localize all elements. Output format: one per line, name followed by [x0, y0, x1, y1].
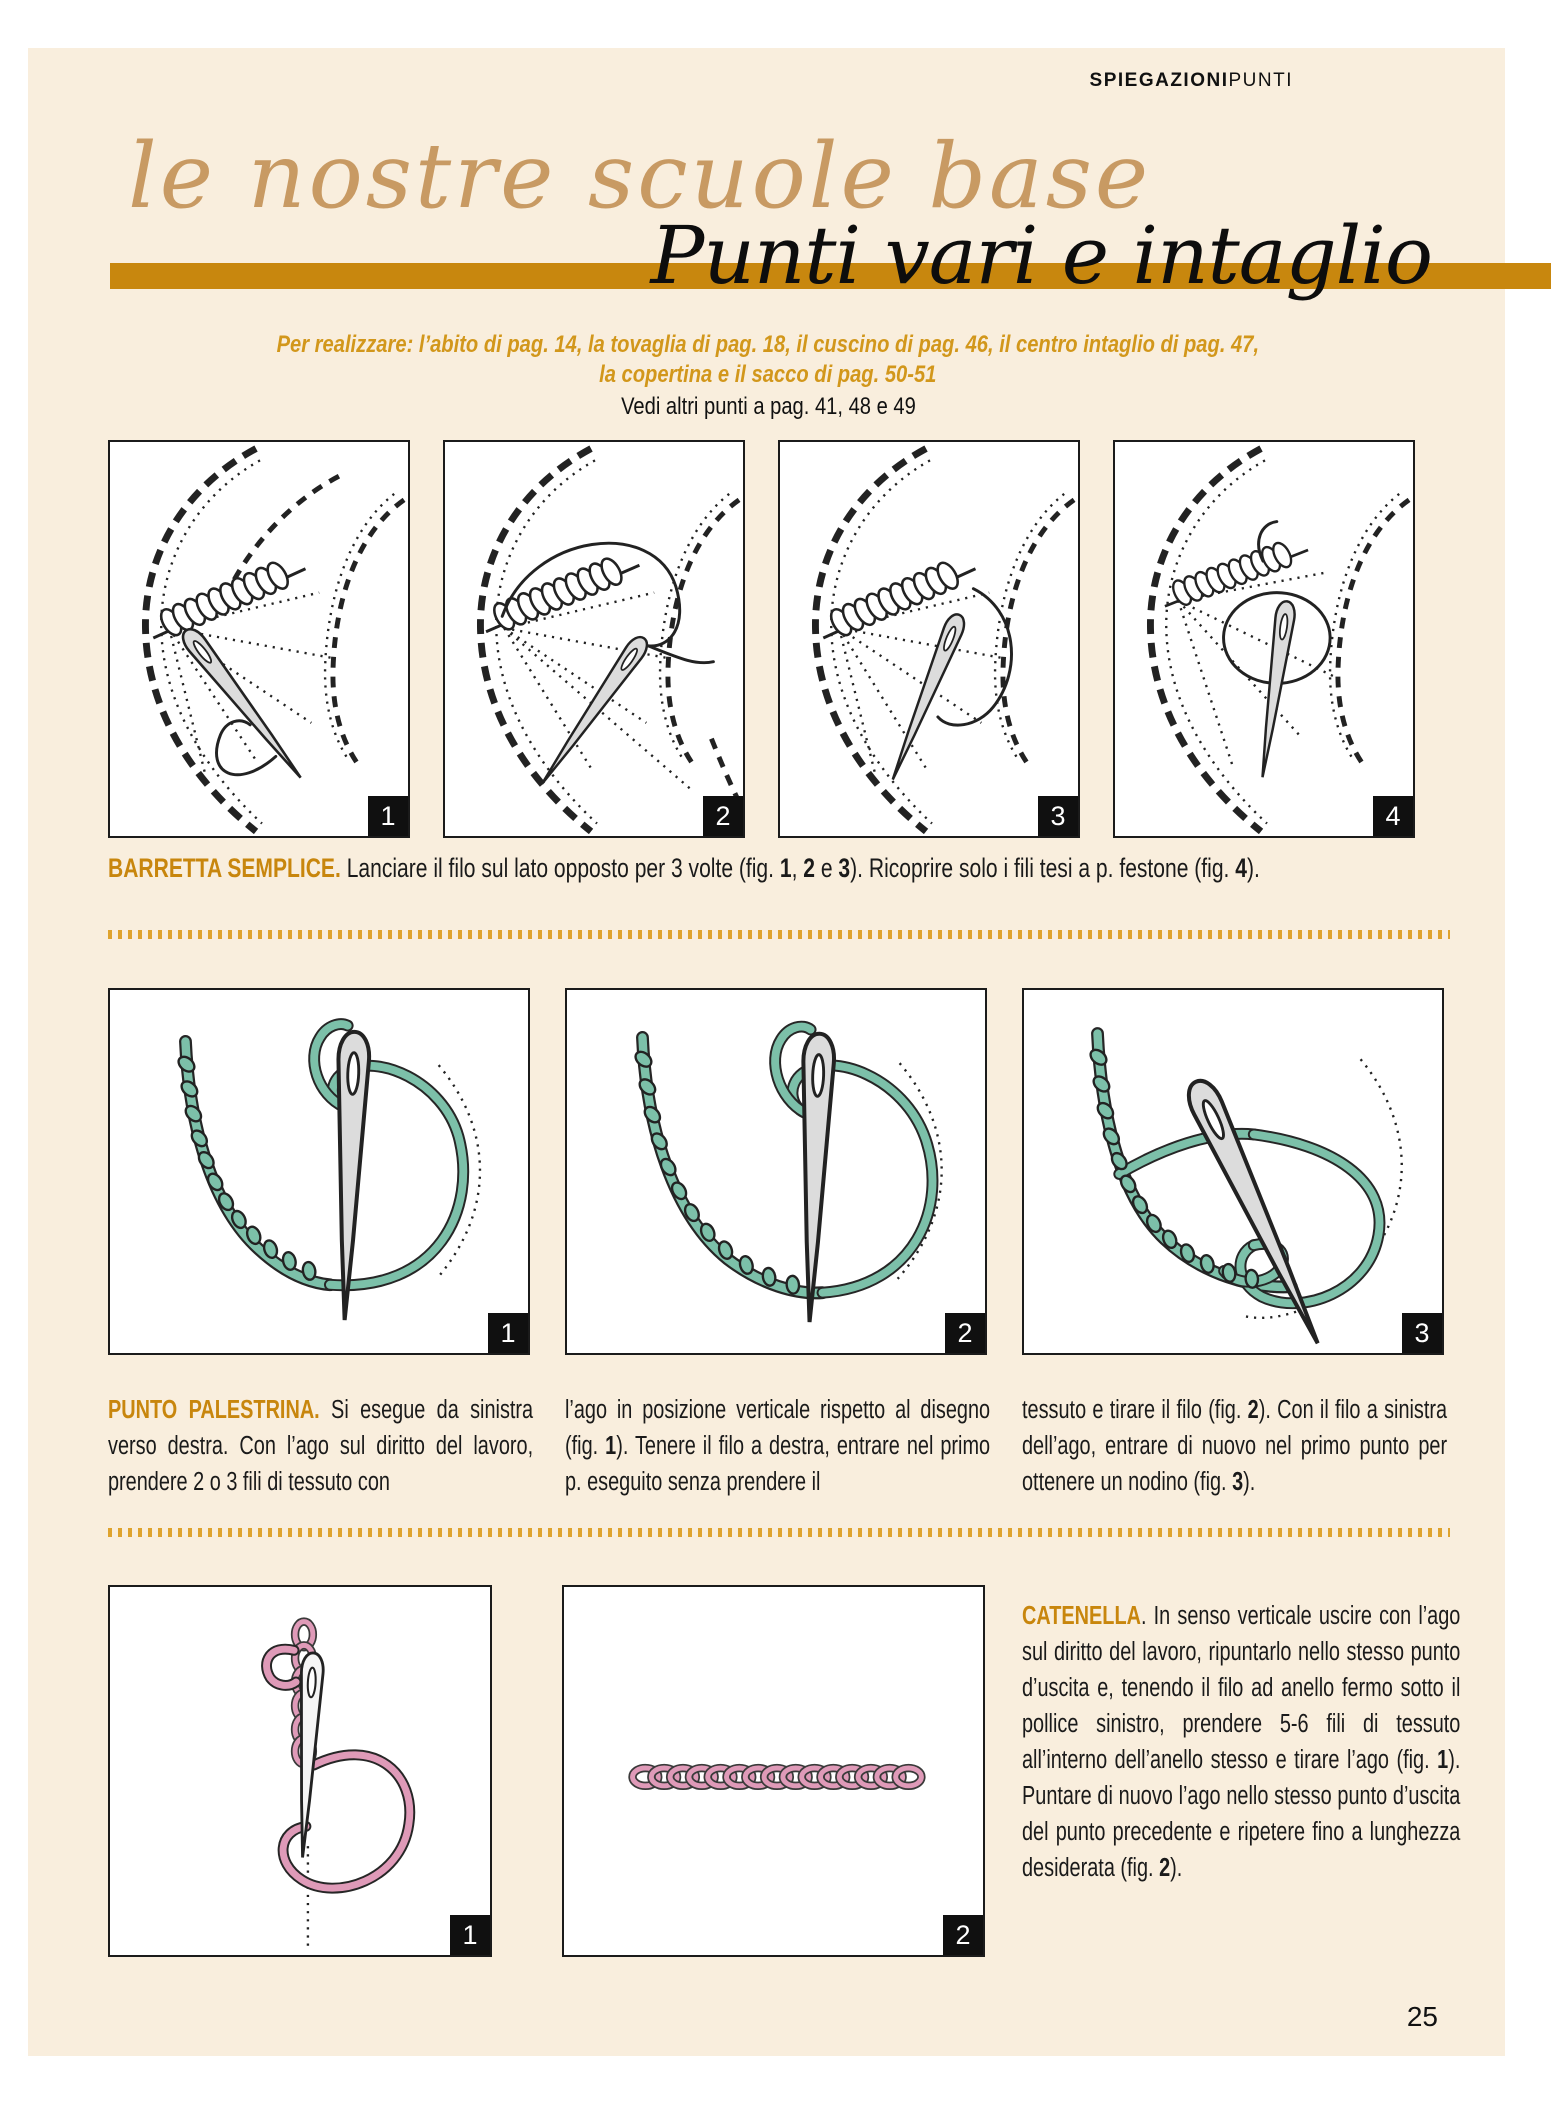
figure-number-badge: 2: [703, 796, 743, 836]
dotted-divider: [108, 930, 1450, 939]
intro-line-2: la copertina e il sacco di pag. 50-51: [599, 361, 937, 388]
figure-number-badge: 4: [1373, 796, 1413, 836]
figure-number-badge: 1: [450, 1915, 490, 1955]
figure-palestrina-3: [1022, 988, 1444, 1355]
intro-block: [68, 330, 1468, 422]
figure-number-badge: 2: [945, 1313, 985, 1353]
kicker-bold: SPIEGAZIONI: [1089, 70, 1229, 91]
catenella-text: [1022, 1598, 1460, 1886]
barretta-caption-text: Lanciare il filo sul lato opposto per 3 volte (fig. 1, 2 e 3). Ricoprire solo i fili tesi a p. festone (fig. 4).: [346, 853, 1260, 883]
palestrina-text-col1: [108, 1392, 533, 1500]
page-number: 25: [1406, 2001, 1438, 2032]
figure-catenella-2: [562, 1585, 985, 1957]
figure-number-badge: 1: [488, 1313, 528, 1353]
palestrina-col3-text: tessuto e tirare il filo (fig. 2). Con il filo a sinistra dell’ago, entrare di nuovo nel primo punto per ottenere un nodino (fig. 3).: [1022, 1396, 1448, 1496]
figure-number-badge: 3: [1038, 796, 1078, 836]
barretta-heading: BARRETTA SEMPLICE.: [108, 853, 341, 883]
intro-line-1: Per realizzare: l’abito di pag. 14, la tovaglia di pag. 18, il cuscino di pag. 46, il centro intaglio di pag. 47,: [276, 331, 1260, 358]
figure-number-badge: 3: [1402, 1313, 1442, 1353]
dotted-divider: [108, 1528, 1450, 1537]
palestrina-step3-illustration: [1024, 990, 1442, 1353]
kicker-light: PUNTI: [1228, 70, 1293, 91]
palestrina-col1-text: Si esegue da sinistra verso destra. Con l’ago sul diritto del lavoro, prendere 2 o 3 fili di tessuto con: [108, 1396, 534, 1496]
barretta-step3-illustration: [780, 442, 1078, 836]
page-background: [28, 48, 1505, 2056]
palestrina-heading: PUNTO PALESTRINA.: [108, 1396, 320, 1424]
section-kicker: [1090, 70, 1293, 92]
page-title: Punti vari e intaglio: [650, 209, 1432, 302]
palestrina-text-col3: [1022, 1392, 1447, 1500]
intro-note: Vedi altri punti a pag. 41, 48 e 49: [620, 393, 916, 420]
figure-barretta-1: [108, 440, 410, 838]
palestrina-text-col2: [565, 1392, 990, 1500]
palestrina-step1-illustration: [110, 990, 528, 1353]
figure-barretta-2: [443, 440, 745, 838]
catenella-step1-illustration: [110, 1587, 490, 1955]
figure-number-badge: 2: [943, 1915, 983, 1955]
catenella-body-text: . In senso verticale uscire con l’ago sul diritto del lavoro, ripuntarlo nello stesso punto d’uscita e, tenendo il filo ad anello fermo sotto il pollice sinistro, prendere 5-6 fili di tessuto all’interno dell’anello stesso e tirare l’ago (fig. 1). Puntare di nuovo l’ago nello stesso punto d’uscita del punto precedente e ripetere fino a lunghezza desiderata (fig. 2).: [1022, 1602, 1461, 1882]
script-title: le nostre scuole base: [128, 124, 1152, 229]
figure-palestrina-1: [108, 988, 530, 1355]
barretta-caption: [108, 851, 1481, 885]
figure-barretta-4: [1113, 440, 1415, 838]
palestrina-step2-illustration: [567, 990, 985, 1353]
figure-palestrina-2: [565, 988, 987, 1355]
catenella-heading: CATENELLA: [1022, 1602, 1141, 1630]
figure-catenella-1: [108, 1585, 492, 1957]
figure-barretta-3: [778, 440, 1080, 838]
figure-number-badge: 1: [368, 796, 408, 836]
barretta-step4-illustration: [1115, 442, 1413, 836]
catenella-step2-illustration: [564, 1587, 983, 1955]
barretta-step1-illustration: [110, 442, 408, 836]
barretta-step2-illustration: [445, 442, 743, 836]
palestrina-col2-text: l’ago in posizione verticale rispetto al disegno (fig. 1). Tenere il filo a destra, entrare nel primo p. eseguito senza prendere il: [565, 1396, 991, 1496]
